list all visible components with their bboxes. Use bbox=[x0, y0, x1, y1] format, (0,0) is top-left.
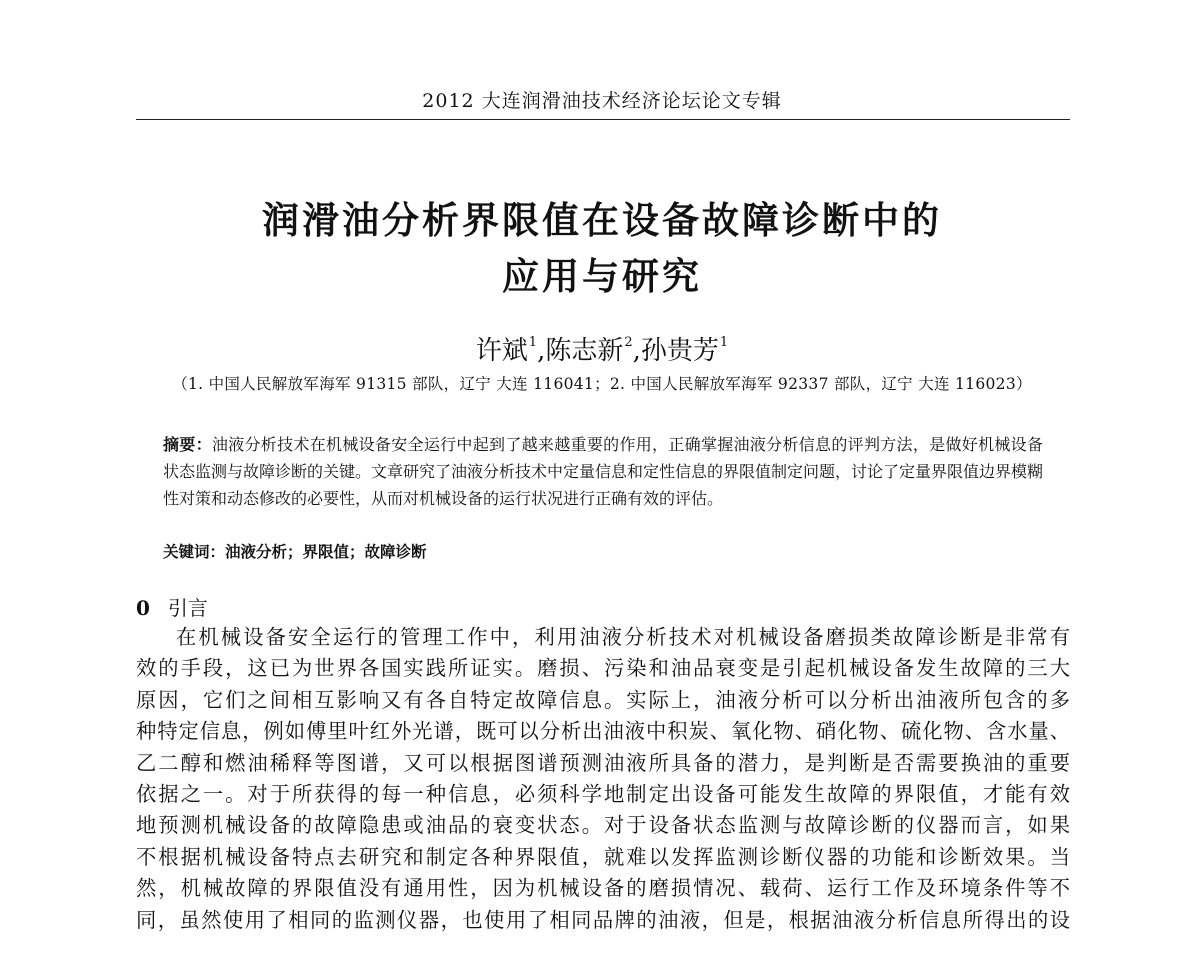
paper-title-line-1: 润滑油分析界限值在设备故障诊断中的 bbox=[262, 199, 942, 242]
running-header: 2012 大连润滑油技术经济论坛论文专辑 bbox=[422, 90, 782, 112]
section-title: 引言 bbox=[167, 596, 208, 620]
abstract bbox=[163, 431, 1043, 512]
author-name: 陈志新 bbox=[545, 336, 624, 366]
body-line: 同，虽然使用了相同的监测仪器，也使用了相同品牌的油液，但是，根据油液分析信息所得出的设 bbox=[136, 907, 1070, 932]
author-name: 许斌 bbox=[475, 336, 528, 366]
author-affiliation-mark: 1 bbox=[528, 335, 538, 350]
keywords-text: 油液分析；界限值；故障诊断 bbox=[225, 543, 427, 561]
paper-title-line-2: 应用与研究 bbox=[502, 255, 702, 298]
body-line: 不根据机械设备特点去研究和制定各种界限值，就难以发挥监测诊断仪器的功能和诊断效果。当 bbox=[136, 844, 1070, 869]
body-line: 地预测机械设备的故障隐患或油品的衰变状态。对于设备状态监测与故障诊断的仪器而言，如果 bbox=[136, 813, 1070, 838]
body-line: 效的手段，这已为世界各国实践所证实。磨损、污染和油品衰变是引起机械设备发生故障的三大 bbox=[136, 656, 1070, 681]
body-paragraph bbox=[136, 622, 1070, 936]
abstract-label: 摘要： bbox=[163, 435, 212, 454]
affiliations: （1. 中国人民解放军海军 91315 部队，辽宁 大连 116041；2. 中国人民解放军海军 92337 部队，辽宁 大连 116023） bbox=[172, 375, 1032, 393]
author-separator: , bbox=[632, 336, 641, 366]
body-line: 原因，它们之间相互影响又有各自特定故障信息。实际上，油液分析可以分析出油液所包含的多 bbox=[136, 687, 1070, 712]
body-line: 然，机械故障的界限值没有通用性，因为机械设备的磨损情况、载荷、运行工作及环境条件等不 bbox=[136, 876, 1070, 901]
author-separator: , bbox=[537, 336, 546, 366]
body-line: 在机械设备安全运行的管理工作中，利用油液分析技术对机械设备磨损类故障诊断是非常有 bbox=[176, 625, 1070, 649]
section-heading bbox=[136, 592, 208, 621]
author-list bbox=[135, 330, 1069, 367]
keywords bbox=[163, 540, 1043, 562]
body-line: 种特定信息，例如傅里叶红外光谱，既可以分析出油液中积炭、氧化物、硝化物、硫化物、含水量、 bbox=[136, 719, 1070, 744]
body-line: 乙二醇和燃油稀释等图谱，又可以根据图谱预测油液所具备的潜力，是判断是否需要换油的重要 bbox=[136, 750, 1070, 775]
author-affiliation-mark: 1 bbox=[719, 335, 729, 350]
body-line: 依据之一。对于所获得的每一种信息，必须科学地制定出设备可能发生故障的界限值，才能有效 bbox=[136, 781, 1070, 806]
header-rule bbox=[136, 119, 1070, 120]
author-affiliation-mark: 2 bbox=[624, 335, 633, 350]
section-number: 0 bbox=[136, 596, 150, 620]
author-name: 孙贵芳 bbox=[640, 336, 719, 366]
keywords-label: 关键词： bbox=[163, 543, 226, 561]
abstract-text: 油液分析技术在机械设备安全运行中起到了越来越重要的作用，正确掌握油液分析信息的评判方法，是做好机械设备状态监测与故障诊断的关键。文章研究了油液分析技术中定量信息和定性信息的界限值制定问题，讨论了定量界限值边界模糊性对策和动态修改的必要性，从而对机械设备的运行状况进行正确有效的评估。 bbox=[163, 435, 1044, 508]
